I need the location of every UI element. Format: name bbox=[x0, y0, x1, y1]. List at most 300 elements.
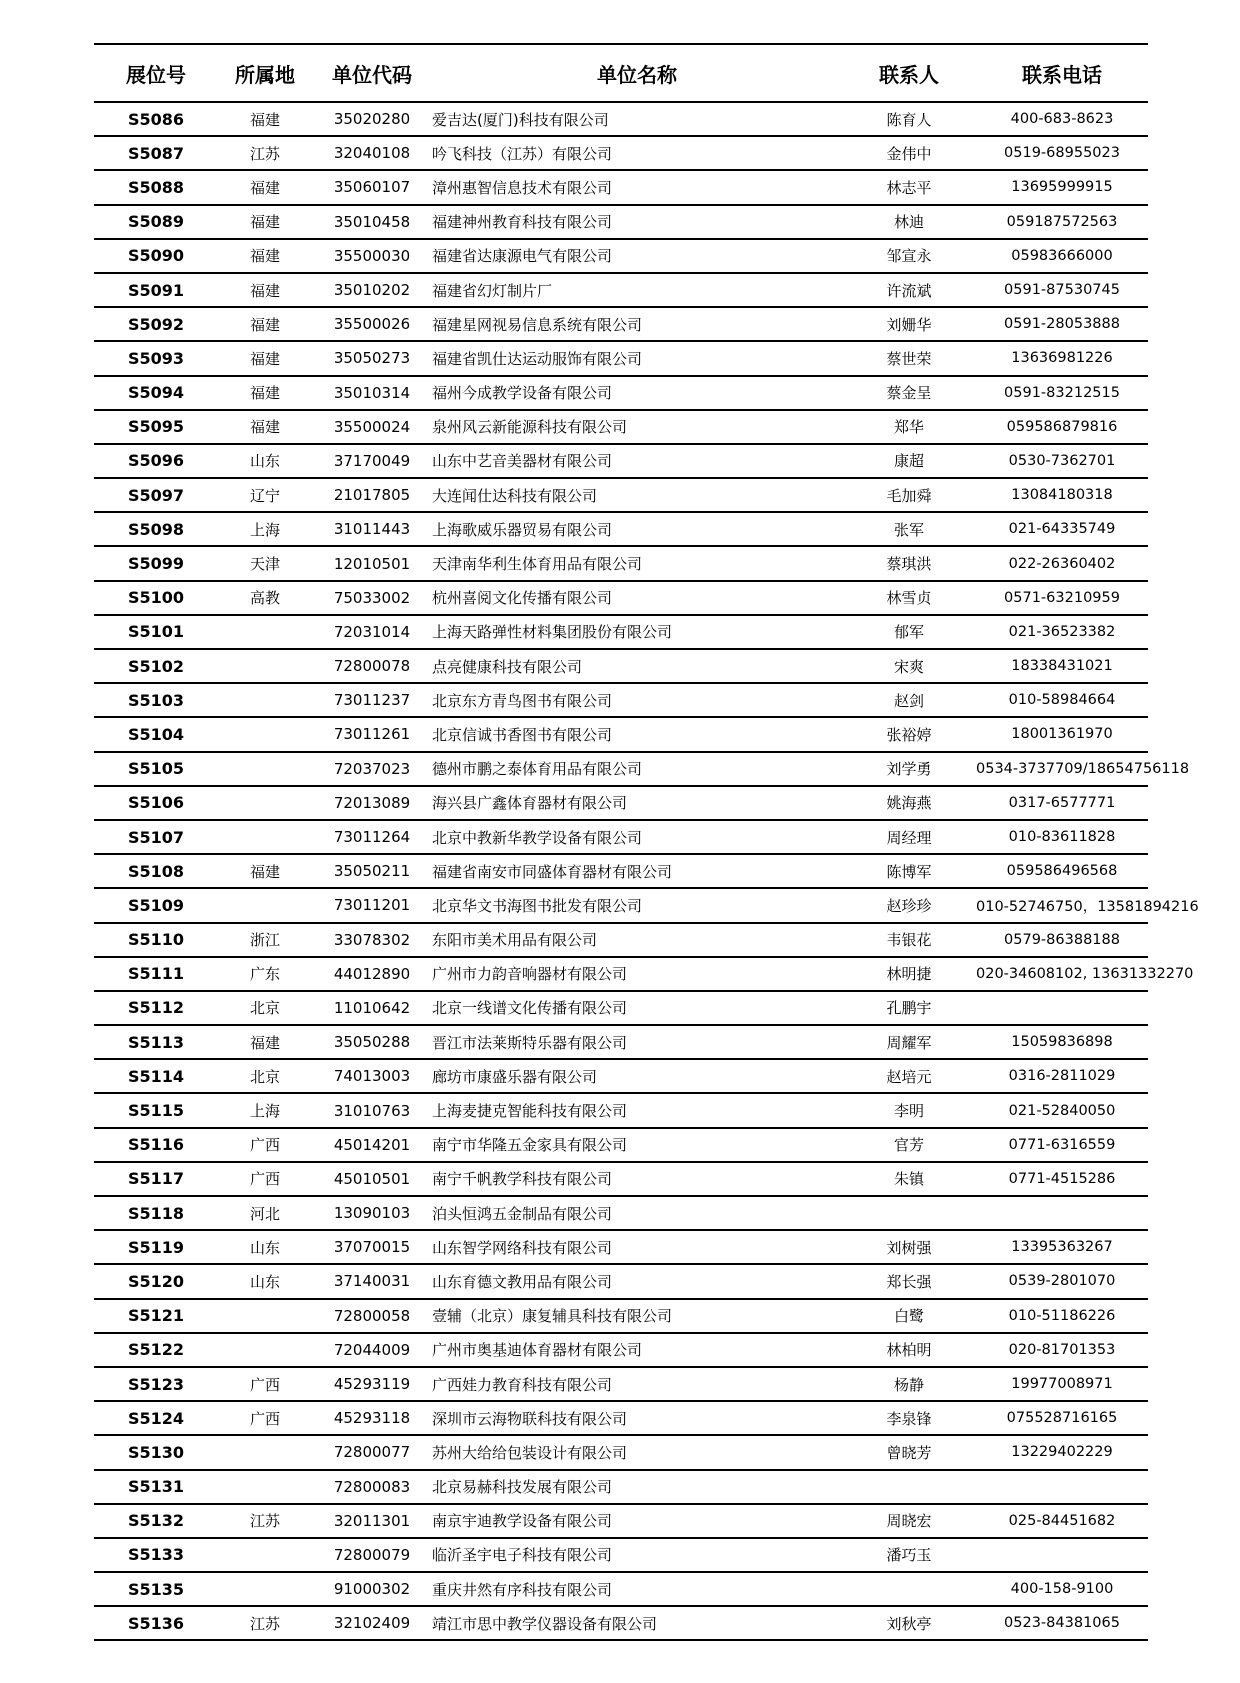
phone-cell: 021-64335749 bbox=[1008, 521, 1116, 538]
region-cell: 福建 bbox=[249, 110, 280, 129]
booth-cell: S5135 bbox=[127, 1579, 185, 1599]
phone-cell: 010-51186226 bbox=[1008, 1307, 1116, 1324]
contact-cell: 赵珍珍 bbox=[886, 896, 932, 915]
region-cell: 山东 bbox=[249, 1272, 280, 1291]
company-name-cell: 深圳市云海物联科技有限公司 bbox=[432, 1409, 628, 1428]
region-cell bbox=[218, 683, 312, 717]
company-name-cell: 北京易赫科技发展有限公司 bbox=[432, 1478, 613, 1497]
code-cell: 35050273 bbox=[333, 349, 411, 368]
booth-cell: S5089 bbox=[127, 212, 185, 232]
company-name-cell: 德州市鹏之泰体育用品有限公司 bbox=[432, 760, 643, 779]
region-cell bbox=[218, 1299, 312, 1333]
company-name-cell: 北京中教新华教学设备有限公司 bbox=[432, 828, 643, 847]
code-cell: 31010763 bbox=[333, 1101, 411, 1120]
table-row bbox=[94, 307, 1148, 341]
phone-cell: 0530-7362701 bbox=[1008, 452, 1116, 469]
table-row bbox=[94, 1264, 1148, 1298]
contact-cell: 白鹭 bbox=[893, 1307, 924, 1326]
table-header-row bbox=[94, 44, 1148, 102]
region-cell bbox=[218, 888, 312, 922]
region-cell: 福建 bbox=[249, 178, 280, 197]
contact-cell: 许流斌 bbox=[886, 281, 932, 300]
region-cell bbox=[218, 649, 312, 683]
booth-cell: S5130 bbox=[127, 1442, 185, 1462]
booth-cell: S5099 bbox=[127, 554, 185, 574]
booth-cell: S5115 bbox=[127, 1101, 185, 1121]
code-cell: 72037023 bbox=[333, 759, 411, 778]
table-row bbox=[94, 1572, 1148, 1606]
phone-cell: 020-34608102, 13631332270 bbox=[976, 965, 1194, 982]
table-row bbox=[94, 376, 1148, 410]
table-row bbox=[94, 991, 1148, 1025]
table-row bbox=[94, 1470, 1148, 1504]
phone-cell: 0591-87530745 bbox=[1004, 282, 1120, 299]
contact-cell: 孔鹏宇 bbox=[886, 999, 932, 1018]
phone-cell: 0523-84381065 bbox=[1004, 1615, 1120, 1632]
table-row bbox=[94, 1504, 1148, 1538]
phone-cell: 0534-3737709/18654756118 bbox=[976, 760, 1190, 777]
booth-cell: S5118 bbox=[127, 1203, 185, 1223]
booth-cell: S5100 bbox=[127, 588, 185, 608]
booth-cell: S5090 bbox=[127, 246, 185, 266]
exhibitor-list-page bbox=[94, 43, 1199, 1641]
region-cell: 福建 bbox=[249, 1033, 280, 1052]
company-name-cell: 临沂圣宇电子科技有限公司 bbox=[432, 1546, 613, 1565]
company-name-cell: 点亮健康科技有限公司 bbox=[432, 657, 583, 676]
region-cell: 北京 bbox=[249, 1067, 280, 1086]
table-row bbox=[94, 1059, 1148, 1093]
contact-cell: 朱镇 bbox=[893, 1170, 924, 1189]
contact-cell: 宋爽 bbox=[893, 657, 924, 676]
company-name-cell: 重庆井然有序科技有限公司 bbox=[432, 1580, 613, 1599]
company-name-cell: 爱吉达(厦门)科技有限公司 bbox=[432, 110, 609, 129]
contact-cell: 刘学勇 bbox=[886, 760, 932, 779]
region-cell bbox=[218, 1435, 312, 1469]
table-row bbox=[94, 888, 1148, 922]
exhibitor-table bbox=[94, 43, 1199, 1641]
phone-cell: 05983666000 bbox=[1011, 247, 1113, 264]
company-name-cell: 广州市力韵音响器材有限公司 bbox=[432, 965, 628, 984]
contact-cell: 张裕婷 bbox=[886, 725, 932, 744]
code-cell: 12010501 bbox=[333, 554, 411, 573]
contact-cell: 郁军 bbox=[893, 623, 924, 642]
booth-cell: S5097 bbox=[127, 485, 185, 505]
code-cell: 35060107 bbox=[333, 178, 411, 197]
phone-cell: 13395363267 bbox=[1011, 1239, 1113, 1256]
booth-cell: S5096 bbox=[127, 451, 185, 471]
company-name-cell: 南京宇迪教学设备有限公司 bbox=[432, 1512, 613, 1531]
phone-cell: 19977008971 bbox=[1011, 1376, 1113, 1393]
table-row bbox=[94, 1128, 1148, 1162]
region-cell bbox=[218, 752, 312, 786]
table-row bbox=[94, 239, 1148, 273]
booth-cell: S5124 bbox=[127, 1408, 185, 1428]
contact-cell: 赵培元 bbox=[886, 1067, 932, 1086]
code-cell: 72800077 bbox=[333, 1443, 411, 1462]
region-cell: 广东 bbox=[249, 965, 280, 984]
table-row bbox=[94, 1299, 1148, 1333]
region-cell: 福建 bbox=[249, 862, 280, 881]
company-name-cell: 广州市奥基迪体育器材有限公司 bbox=[432, 1341, 643, 1360]
phone-cell: 022-26360402 bbox=[1008, 555, 1116, 572]
phone-cell: 010-58984664 bbox=[1008, 692, 1116, 709]
phone-cell: 059586496568 bbox=[1006, 863, 1118, 880]
table-row bbox=[94, 273, 1148, 307]
phone-cell: 010-83611828 bbox=[1008, 829, 1116, 846]
contact-cell: 林柏明 bbox=[886, 1341, 932, 1360]
code-cell: 45293118 bbox=[333, 1409, 411, 1428]
region-cell bbox=[218, 615, 312, 649]
region-cell: 广西 bbox=[249, 1170, 280, 1189]
company-name-cell: 南宁市华隆五金家具有限公司 bbox=[432, 1136, 628, 1155]
company-name-cell: 上海麦捷克智能科技有限公司 bbox=[432, 1102, 628, 1121]
booth-cell: S5087 bbox=[127, 143, 185, 163]
phone-cell: 021-52840050 bbox=[1008, 1102, 1116, 1119]
company-name-cell: 福建神州教育科技有限公司 bbox=[432, 213, 613, 232]
region-cell: 上海 bbox=[249, 1102, 280, 1121]
code-cell: 35010202 bbox=[333, 281, 411, 300]
phone-cell: 0771-4515286 bbox=[1008, 1170, 1116, 1187]
contact-cell: 邹宣永 bbox=[886, 247, 932, 266]
company-name-cell: 福建省凯仕达运动服饰有限公司 bbox=[432, 349, 643, 368]
phone-cell bbox=[976, 1470, 1148, 1504]
table-row bbox=[94, 1025, 1148, 1059]
contact-cell: 陈博军 bbox=[886, 862, 932, 881]
company-name-cell: 东阳市美术用品有限公司 bbox=[432, 931, 598, 950]
table-row bbox=[94, 205, 1148, 239]
company-name-cell: 廊坊市康盛乐器有限公司 bbox=[432, 1067, 598, 1086]
phone-cell: 0571-63210959 bbox=[1004, 589, 1120, 606]
phone-cell: 021-36523382 bbox=[1008, 623, 1116, 640]
booth-cell: S5131 bbox=[127, 1477, 185, 1497]
phone-cell: 010-52746750，13581894216 bbox=[976, 898, 1199, 915]
booth-cell: S5102 bbox=[127, 656, 185, 676]
code-cell: 13090103 bbox=[333, 1204, 411, 1223]
phone-cell bbox=[976, 991, 1148, 1025]
contact-cell: 李泉锋 bbox=[886, 1409, 932, 1428]
booth-cell: S5114 bbox=[127, 1066, 185, 1086]
table-row bbox=[94, 1333, 1148, 1367]
table-row bbox=[94, 410, 1148, 444]
table-row bbox=[94, 1230, 1148, 1264]
company-name-cell: 壹辅（北京）康复辅具科技有限公司 bbox=[432, 1307, 673, 1326]
phone-cell: 13084180318 bbox=[1011, 487, 1113, 504]
company-name-cell: 北京一线谱文化传播有限公司 bbox=[432, 999, 628, 1018]
booth-cell: S5103 bbox=[127, 690, 185, 710]
booth-cell: S5122 bbox=[127, 1340, 185, 1360]
phone-cell bbox=[976, 1538, 1148, 1572]
booth-cell: S5107 bbox=[127, 827, 185, 847]
company-name-cell: 福建省达康源电气有限公司 bbox=[432, 247, 613, 266]
contact-cell: 蔡世荣 bbox=[886, 349, 932, 368]
phone-cell: 18001361970 bbox=[1011, 726, 1113, 743]
code-cell: 72800078 bbox=[333, 657, 411, 676]
region-cell bbox=[218, 820, 312, 854]
table-row bbox=[94, 752, 1148, 786]
region-cell: 山东 bbox=[249, 452, 280, 471]
table-row bbox=[94, 683, 1148, 717]
booth-cell: S5091 bbox=[127, 280, 185, 300]
phone-cell: 13695999915 bbox=[1011, 179, 1113, 196]
region-cell: 广西 bbox=[249, 1136, 280, 1155]
code-cell: 31011443 bbox=[333, 520, 411, 539]
code-cell: 35050211 bbox=[333, 862, 411, 881]
contact-cell bbox=[842, 1196, 976, 1230]
table-row bbox=[94, 341, 1148, 375]
contact-cell: 林志平 bbox=[886, 178, 932, 197]
phone-cell bbox=[976, 1196, 1148, 1230]
region-cell: 山东 bbox=[249, 1238, 280, 1257]
booth-cell: S5093 bbox=[127, 348, 185, 368]
booth-cell: S5098 bbox=[127, 519, 185, 539]
booth-cell: S5121 bbox=[127, 1306, 185, 1326]
booth-cell: S5136 bbox=[127, 1613, 185, 1633]
region-cell: 江苏 bbox=[249, 144, 280, 163]
company-name-cell: 山东中艺音美器材有限公司 bbox=[432, 452, 613, 471]
booth-cell: S5109 bbox=[127, 895, 185, 915]
company-name-cell: 山东智学网络科技有限公司 bbox=[432, 1238, 613, 1257]
contact-cell: 郑长强 bbox=[886, 1272, 932, 1291]
code-cell: 45014201 bbox=[333, 1135, 411, 1154]
contact-cell: 林雪贞 bbox=[886, 589, 932, 608]
code-cell: 72800083 bbox=[333, 1477, 411, 1496]
region-cell bbox=[218, 717, 312, 751]
contact-cell: 林明捷 bbox=[886, 965, 932, 984]
company-name-cell: 南宁千帆教学科技有限公司 bbox=[432, 1170, 613, 1189]
table-row bbox=[94, 923, 1148, 957]
phone-cell: 13636981226 bbox=[1011, 350, 1113, 367]
region-cell: 广西 bbox=[249, 1375, 280, 1394]
region-cell bbox=[218, 786, 312, 820]
contact-cell: 金伟中 bbox=[886, 144, 932, 163]
table-row bbox=[94, 512, 1148, 546]
table-row bbox=[94, 1196, 1148, 1230]
table-row bbox=[94, 581, 1148, 615]
contact-cell: 张军 bbox=[893, 520, 924, 539]
table-row bbox=[94, 478, 1148, 512]
booth-cell: S5088 bbox=[127, 177, 185, 197]
contact-cell: 杨静 bbox=[893, 1375, 924, 1394]
table-row bbox=[94, 1162, 1148, 1196]
contact-cell: 周耀军 bbox=[886, 1033, 932, 1052]
booth-cell: S5117 bbox=[127, 1169, 185, 1189]
company-name-cell: 杭州喜阅文化传播有限公司 bbox=[432, 589, 613, 608]
company-name-cell: 海兴县广鑫体育器材有限公司 bbox=[432, 794, 628, 813]
region-cell: 江苏 bbox=[249, 1512, 280, 1531]
booth-cell: S5110 bbox=[127, 930, 185, 950]
table-row bbox=[94, 444, 1148, 478]
table-row bbox=[94, 717, 1148, 751]
code-cell: 72044009 bbox=[333, 1340, 411, 1359]
phone-cell: 0539-2801070 bbox=[1008, 1273, 1116, 1290]
booth-cell: S5101 bbox=[127, 622, 185, 642]
company-name-cell: 福建省幻灯制片厂 bbox=[432, 281, 553, 300]
company-name-cell: 福建省南安市同盛体育器材有限公司 bbox=[432, 862, 673, 881]
code-cell: 11010642 bbox=[333, 998, 411, 1017]
company-name-cell: 北京信诚书香图书有限公司 bbox=[432, 725, 613, 744]
code-cell: 35500026 bbox=[333, 315, 411, 334]
region-cell: 上海 bbox=[249, 520, 280, 539]
contact-cell: 曾晓芳 bbox=[886, 1443, 932, 1462]
code-cell: 35020280 bbox=[333, 110, 411, 129]
booth-cell: S5094 bbox=[127, 383, 185, 403]
region-cell: 福建 bbox=[249, 349, 280, 368]
table-row bbox=[94, 957, 1148, 991]
contact-cell: 周晓宏 bbox=[886, 1512, 932, 1531]
company-name-cell: 广西娃力教育科技有限公司 bbox=[432, 1375, 613, 1394]
table-row bbox=[94, 1367, 1148, 1401]
region-cell: 福建 bbox=[249, 213, 280, 232]
contact-cell: 潘巧玉 bbox=[886, 1546, 932, 1565]
code-cell: 37170049 bbox=[333, 451, 411, 470]
table-row bbox=[94, 1401, 1148, 1435]
booth-cell: S5105 bbox=[127, 759, 185, 779]
region-cell: 高教 bbox=[249, 589, 280, 608]
code-cell: 37140031 bbox=[333, 1272, 411, 1291]
contact-cell: 李明 bbox=[893, 1102, 924, 1121]
contact-cell: 林迪 bbox=[893, 213, 924, 232]
code-cell: 72031014 bbox=[333, 622, 411, 641]
phone-cell: 059586879816 bbox=[1006, 418, 1118, 435]
booth-cell: S5113 bbox=[127, 1032, 185, 1052]
phone-cell: 18338431021 bbox=[1011, 658, 1113, 675]
company-name-cell: 北京东方青鸟图书有限公司 bbox=[432, 691, 613, 710]
region-cell: 河北 bbox=[249, 1204, 280, 1223]
header-phone: 联系电话 bbox=[1022, 62, 1102, 87]
contact-cell: 官芳 bbox=[893, 1136, 924, 1155]
contact-cell: 郑华 bbox=[893, 418, 924, 437]
region-cell: 福建 bbox=[249, 281, 280, 300]
region-cell: 天津 bbox=[249, 555, 280, 574]
code-cell: 32040108 bbox=[333, 144, 411, 163]
booth-cell: S5132 bbox=[127, 1511, 185, 1531]
phone-cell: 0317-6577771 bbox=[1008, 794, 1116, 811]
phone-cell: 400-158-9100 bbox=[1010, 1581, 1114, 1598]
table-row bbox=[94, 170, 1148, 204]
company-name-cell: 上海天路弹性材料集团股份有限公司 bbox=[432, 623, 673, 642]
region-cell: 辽宁 bbox=[249, 486, 280, 505]
code-cell: 35050288 bbox=[333, 1033, 411, 1052]
company-name-cell: 上海歌威乐器贸易有限公司 bbox=[432, 520, 613, 539]
code-cell: 35500030 bbox=[333, 246, 411, 265]
region-cell bbox=[218, 1572, 312, 1606]
code-cell: 21017805 bbox=[333, 486, 411, 505]
phone-cell: 15059836898 bbox=[1011, 1034, 1113, 1051]
region-cell: 福建 bbox=[249, 315, 280, 334]
phone-cell: 13229402229 bbox=[1011, 1444, 1113, 1461]
booth-cell: S5095 bbox=[127, 417, 185, 437]
code-cell: 35010314 bbox=[333, 383, 411, 402]
table-row bbox=[94, 1093, 1148, 1127]
company-name-cell: 泊头恒鸿五金制品有限公司 bbox=[432, 1204, 613, 1223]
company-name-cell: 漳州惠智信息技术有限公司 bbox=[432, 178, 613, 197]
contact-cell: 毛加舜 bbox=[886, 486, 932, 505]
company-name-cell: 山东育德文教用品有限公司 bbox=[432, 1272, 613, 1291]
table-row bbox=[94, 649, 1148, 683]
header-contact: 联系人 bbox=[879, 62, 939, 87]
code-cell: 91000302 bbox=[333, 1580, 411, 1599]
code-cell: 73011264 bbox=[333, 828, 411, 847]
code-cell: 74013003 bbox=[333, 1067, 411, 1086]
booth-cell: S5104 bbox=[127, 724, 185, 744]
code-cell: 72800079 bbox=[333, 1545, 411, 1564]
header-booth: 展位号 bbox=[126, 62, 186, 87]
booth-cell: S5112 bbox=[127, 998, 185, 1018]
booth-cell: S5123 bbox=[127, 1374, 185, 1394]
table-row bbox=[94, 615, 1148, 649]
region-cell: 江苏 bbox=[249, 1614, 280, 1633]
phone-cell: 0591-83212515 bbox=[1004, 384, 1120, 401]
table-row bbox=[94, 1538, 1148, 1572]
header-name: 单位名称 bbox=[597, 62, 677, 87]
company-name-cell: 福州今成教学设备有限公司 bbox=[432, 384, 613, 403]
code-cell: 72800058 bbox=[333, 1306, 411, 1325]
table-row bbox=[94, 854, 1148, 888]
code-cell: 35010458 bbox=[333, 212, 411, 231]
booth-cell: S5111 bbox=[127, 964, 185, 984]
header-region: 所属地 bbox=[235, 62, 295, 87]
booth-cell: S5108 bbox=[127, 861, 185, 881]
booth-cell: S5119 bbox=[127, 1237, 185, 1257]
contact-cell: 陈育人 bbox=[886, 110, 932, 129]
phone-cell: 0316-2811029 bbox=[1008, 1068, 1116, 1085]
booth-cell: S5133 bbox=[127, 1545, 185, 1565]
code-cell: 72013089 bbox=[333, 793, 411, 812]
code-cell: 33078302 bbox=[333, 930, 411, 949]
company-name-cell: 晋江市法莱斯特乐器有限公司 bbox=[432, 1033, 628, 1052]
booth-cell: S5106 bbox=[127, 793, 185, 813]
code-cell: 32011301 bbox=[333, 1511, 411, 1530]
code-cell: 37070015 bbox=[333, 1238, 411, 1257]
region-cell: 广西 bbox=[249, 1409, 280, 1428]
region-cell: 福建 bbox=[249, 247, 280, 266]
code-cell: 75033002 bbox=[333, 588, 411, 607]
code-cell: 44012890 bbox=[333, 964, 411, 983]
phone-cell: 025-84451682 bbox=[1008, 1512, 1116, 1529]
code-cell: 32102409 bbox=[333, 1614, 411, 1633]
table-row bbox=[94, 136, 1148, 170]
code-cell: 45293119 bbox=[333, 1375, 411, 1394]
region-cell: 浙江 bbox=[249, 931, 280, 950]
contact-cell: 刘树强 bbox=[886, 1238, 932, 1257]
booth-cell: S5086 bbox=[127, 109, 185, 129]
company-name-cell: 福建星网视易信息系统有限公司 bbox=[432, 315, 643, 334]
phone-cell: 0591-28053888 bbox=[1004, 316, 1120, 333]
region-cell bbox=[218, 1470, 312, 1504]
contact-cell: 刘秋亭 bbox=[886, 1614, 932, 1633]
phone-cell: 0579-86388188 bbox=[1004, 931, 1120, 948]
company-name-cell: 吟飞科技（江苏）有限公司 bbox=[432, 144, 613, 163]
table-row bbox=[94, 1435, 1148, 1469]
company-name-cell: 北京华文书海图书批发有限公司 bbox=[432, 896, 643, 915]
region-cell: 福建 bbox=[249, 384, 280, 403]
company-name-cell: 泉州风云新能源科技有限公司 bbox=[432, 418, 628, 437]
code-cell: 73011201 bbox=[333, 896, 411, 915]
table-row bbox=[94, 786, 1148, 820]
phone-cell: 075528716165 bbox=[1006, 1410, 1118, 1427]
code-cell: 73011237 bbox=[333, 691, 411, 710]
phone-cell: 0771-6316559 bbox=[1008, 1136, 1116, 1153]
booth-cell: S5120 bbox=[127, 1271, 185, 1291]
table-row bbox=[94, 820, 1148, 854]
header-code: 单位代码 bbox=[332, 62, 412, 87]
region-cell bbox=[218, 1538, 312, 1572]
phone-cell: 020-81701353 bbox=[1008, 1341, 1116, 1358]
code-cell: 35500024 bbox=[333, 417, 411, 436]
contact-cell bbox=[842, 1470, 976, 1504]
contact-cell: 蔡琪洪 bbox=[886, 555, 932, 574]
contact-cell: 韦银花 bbox=[886, 931, 932, 950]
